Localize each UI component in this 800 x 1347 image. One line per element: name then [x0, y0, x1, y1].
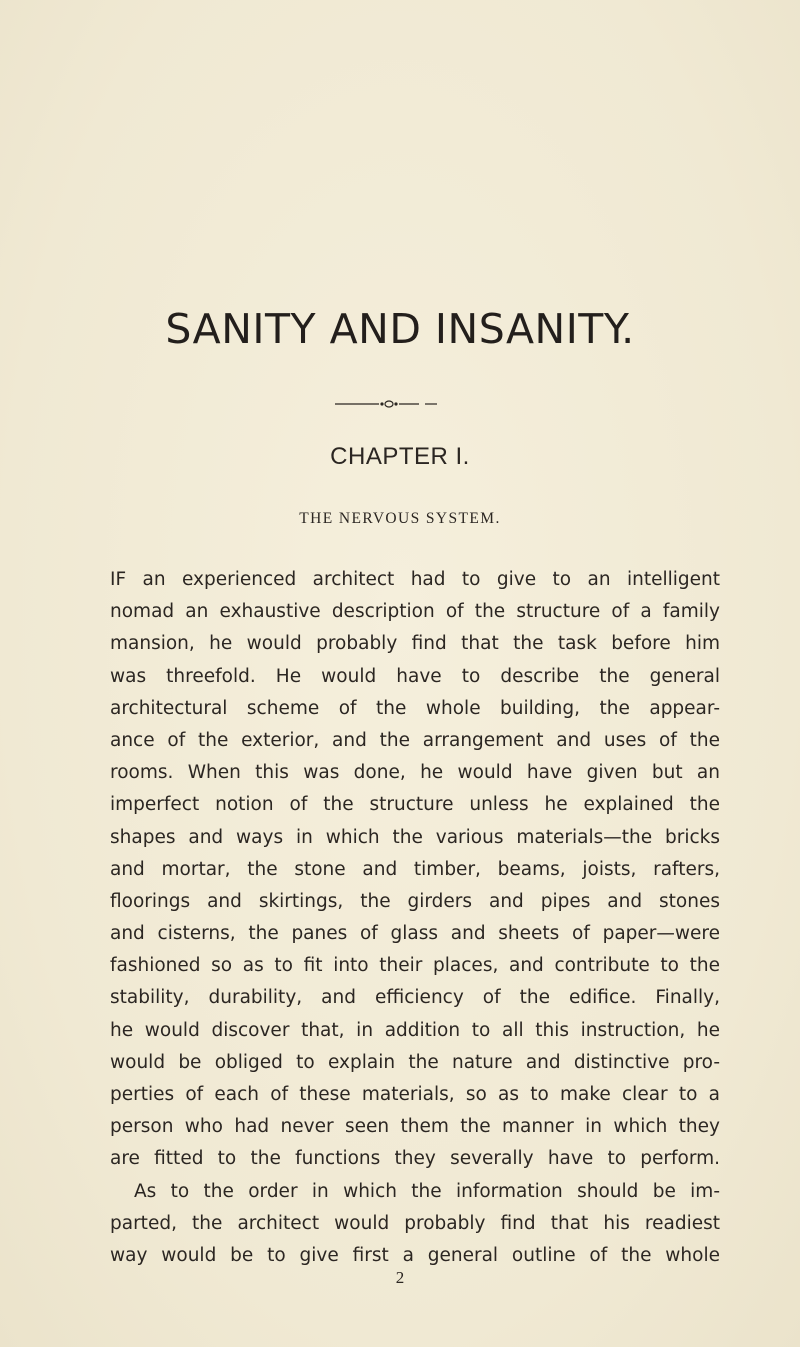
text-line: fashioned so as to fit into their places, and contribute to the: [110, 955, 720, 977]
body-text: [110, 564, 720, 1272]
text-line: imperfect notion of the structure unless he explained the: [110, 794, 720, 816]
divider-ornament: [333, 399, 443, 409]
text-line: architectural scheme of the whole building, the appear-: [110, 697, 720, 719]
text-line: ance of the exterior, and the arrangement and uses of the: [110, 729, 720, 751]
text-line: As to the order in which the information should be im-: [134, 1180, 720, 1202]
book-title: SANITY AND INSANITY.: [165, 305, 635, 353]
text-line: and cisterns, the panes of glass and sheets of paper—were: [110, 923, 720, 945]
text-line: rooms. When this was done, he would have given but an: [110, 762, 720, 784]
text-line: are fitted to the functions they severally have to perform.: [110, 1148, 720, 1170]
text-line: stability, durability, and efficiency of the edifice. Finally,: [110, 987, 720, 1009]
text-line: person who had never seen them the manner in which they: [110, 1116, 720, 1138]
text-line: and mortar, the stone and timber, beams, joists, rafters,: [110, 858, 720, 880]
chapter-title: THE NERVOUS SYSTEM.: [299, 510, 501, 527]
text-line: he would discover that, in addition to all this instruction, he: [110, 1019, 720, 1041]
text-line: floorings and skirtings, the girders and pipes and stones: [110, 890, 720, 912]
text-line: nomad an exhaustive description of the structure of a family: [110, 601, 720, 623]
text-line: was threefold. He would have to describe the general: [110, 665, 720, 687]
text-line: shapes and ways in which the various materials—the bricks: [110, 826, 720, 848]
text-line: parted, the architect would probably find that his readiest: [110, 1212, 720, 1234]
text-line: IF an experienced architect had to give to an intelligent: [110, 569, 720, 590]
text-line: way would be to give first a general outline of the whole: [110, 1244, 720, 1266]
text-line: perties of each of these materials, so as to make clear to a: [110, 1084, 720, 1105]
text-line: mansion, he would probably find that the task before him: [110, 633, 720, 655]
chapter-number: CHAPTER I.: [330, 443, 470, 470]
text-line: would be obliged to explain the nature and distinctive pro-: [110, 1051, 720, 1073]
page-number: 2: [395, 1268, 405, 1287]
